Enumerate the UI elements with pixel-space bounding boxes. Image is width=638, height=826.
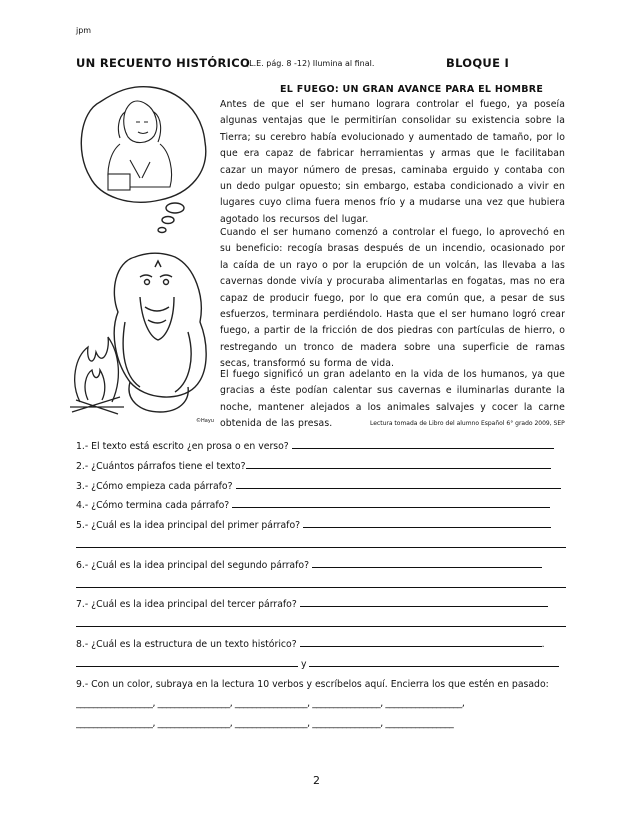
question-text: 9.- Con un color, subraya en la lectura 10 verbos y escríbelos aquí. Encierra los que estén en pasado: (76, 678, 549, 690)
verb-answer-blank[interactable]: _________________, (232, 718, 310, 730)
question-line (76, 675, 566, 695)
block-label: BLOQUE I (446, 56, 510, 70)
question-text: 1.- El texto está escrito ¿en prosa o en verso? (76, 441, 292, 452)
verb-answer-blank[interactable]: __________________, (76, 698, 156, 710)
question-line (76, 437, 566, 457)
answer-blank[interactable] (292, 437, 554, 449)
page-number: 2 (313, 774, 320, 787)
question-text: 5.- ¿Cuál es la idea principal del primer párrafo? (76, 520, 304, 532)
question-line (76, 615, 566, 635)
verb-answer-blank[interactable]: _________________, (155, 718, 233, 730)
worksheet-title: UN RECUENTO HISTÓRICO (76, 56, 251, 70)
verb-answer-blank[interactable]: ________________, (309, 698, 383, 710)
verb-answer-blank[interactable]: _________________, (232, 698, 310, 710)
question-line (76, 694, 566, 714)
question-line (76, 655, 566, 675)
author-initials: jpm (76, 26, 92, 35)
verb-answer-blank[interactable]: ________________ (382, 718, 454, 730)
question-line (76, 516, 566, 536)
question-text: y (298, 658, 310, 670)
answer-blank[interactable] (300, 595, 548, 607)
answer-blank[interactable] (76, 615, 566, 627)
question-line (76, 635, 566, 655)
question-text: 4.- ¿Cómo termina cada párrafo? (76, 500, 233, 512)
question-line (76, 457, 566, 477)
answer-blank[interactable] (236, 477, 561, 489)
verb-answer-blank[interactable]: __________________, (382, 698, 465, 710)
caveman-fire-illustration (70, 82, 220, 427)
answer-blank[interactable] (76, 536, 566, 548)
image-credit: ©Hayu (196, 418, 214, 424)
question-line (76, 536, 566, 556)
verb-answer-blank[interactable]: __________________, (76, 718, 156, 730)
question-line (76, 477, 566, 497)
reading-paragraph-2: Cuando el ser humano comenzó a controlar el fuego, lo aprovechó en su beneficio: recogía brasas después de un incendio, ocasionado por la caída de un rayo o por la erupción de un volcán, las llevaba a las cavernas donde vivía y procuraba alimentarlas en fogatas, mas no era capaz de producir fuego, por lo que era común que, a pesar de sus esfuerzos, terminara perdiéndolo. Hasta que el ser humano logró crear fuego, a partir de la fricción de dos piedras con partículas de hierro, o restregando un tronco de madera sobre una superficie de ramas secas, transformó su forma de vida. (220, 227, 565, 370)
answer-blank[interactable] (76, 655, 298, 667)
question-list (76, 437, 566, 734)
answer-blank[interactable] (232, 496, 550, 508)
answer-blank[interactable] (76, 576, 566, 588)
question-line (76, 576, 566, 596)
question-line (76, 556, 566, 576)
question-text: 3.- ¿Cómo empieza cada párrafo? (76, 480, 236, 492)
reading-source: Lectura tomada de Libro del alumno Español 6° grado 2009, SEP (370, 420, 565, 427)
question-text: 7.- ¿Cuál es la idea principal del tercer párrafo? (76, 599, 300, 611)
thinking-figure (108, 101, 172, 190)
answer-blank[interactable] (246, 457, 551, 469)
caveman-figure (114, 253, 206, 412)
answer-blank[interactable] (303, 516, 551, 528)
reading-subtitle: EL FUEGO: UN GRAN AVANCE PARA EL HOMBRE (280, 84, 544, 95)
question-text: 6.- ¿Cuál es la idea principal del segundo párrafo? (76, 559, 312, 571)
answer-blank[interactable] (309, 655, 559, 667)
question-text: . (541, 638, 545, 650)
question-text: 2.- ¿Cuántos párrafos tiene el texto? (76, 460, 246, 472)
reading-paragraph-1: Antes de que el ser humano lograra controlar el fuego, ya poseía algunas ventajas que le permitirían consolidar su existencia sobre la Tierra; su cerebro había evolucionado y aumentado de tamaño, por lo que era capaz de fabricar herramientas y armas que le facilitaban cazar un mayor número de presas, caminaba erguido y contaba con un dedo pulgar opuesto; sin embargo, estaba condicionado a vivir en lugares cuyo clima fuera menos frío y a mudarse una vez que hubiera agotado los recursos del lugar. (220, 99, 565, 225)
verb-answer-blank[interactable]: ________________, (309, 718, 383, 730)
answer-blank[interactable] (300, 635, 542, 647)
textbook-page-note: (L.E. pág. 8 -12) Ilumina al final. (246, 59, 375, 68)
question-text: 8.- ¿Cuál es la estructura de un texto histórico? (76, 638, 300, 650)
answer-blank[interactable] (312, 556, 542, 568)
verb-answer-blank[interactable]: _________________, (155, 698, 233, 710)
thought-bubble (81, 87, 205, 233)
question-line (76, 496, 566, 516)
question-line (76, 595, 566, 615)
question-line (76, 714, 566, 734)
reading-paragraph-3: El fuego significó un gran adelanto en la vida de los humanos, ya que gracias a éste podían calentar sus cavernas e iluminarlas durante la noche, mantener alejados a los animales salvajes y cocer la carne obtenida de las presas. (220, 369, 565, 430)
